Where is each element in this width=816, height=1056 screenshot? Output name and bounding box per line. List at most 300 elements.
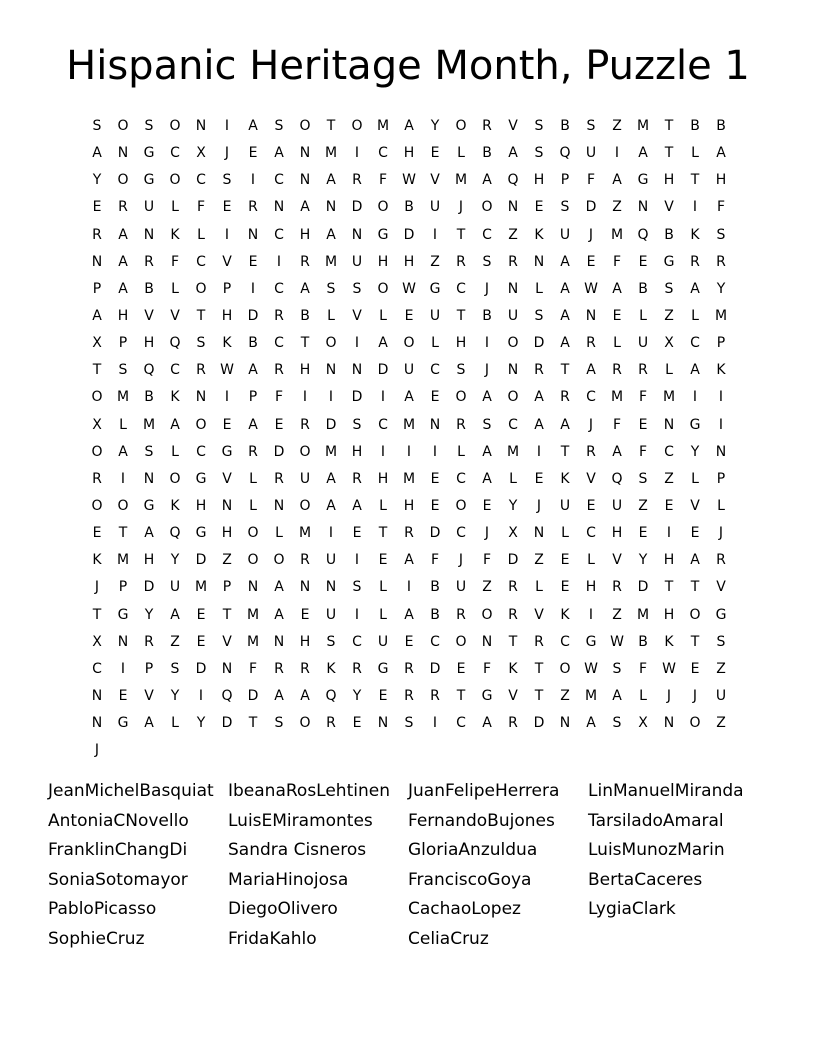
grid-letter: A	[404, 552, 414, 569]
grid-letter: I	[328, 389, 334, 406]
word-list-item: PabloPicasso	[48, 899, 157, 920]
grid-letter: Y	[508, 497, 518, 514]
grid-letter: N	[351, 362, 363, 379]
grid-letter: S	[404, 715, 414, 732]
grid-letter: U	[429, 199, 441, 216]
grid-letter: P	[144, 660, 154, 677]
grid-letter: G	[689, 416, 701, 433]
grid-letter: F	[586, 172, 596, 189]
grid-letter: N	[377, 715, 389, 732]
grid-letter: N	[663, 715, 675, 732]
grid-letter: E	[92, 199, 102, 216]
grid-letter: N	[299, 579, 311, 596]
grid-letter: I	[692, 199, 698, 216]
grid-letter: B	[482, 145, 492, 162]
grid-letter: H	[403, 497, 415, 514]
grid-letter: I	[302, 389, 308, 406]
grid-letter: E	[430, 470, 440, 487]
grid-letter: C	[378, 416, 388, 433]
grid-letter: T	[92, 362, 102, 379]
grid-letter: I	[432, 226, 438, 243]
grid-letter: F	[170, 253, 180, 270]
grid-letter: T	[196, 307, 206, 324]
grid-letter: E	[404, 633, 414, 650]
word-list-item: JeanMichelBasquiat	[48, 781, 214, 801]
grid-letter: H	[663, 172, 675, 189]
grid-letter: M	[116, 389, 130, 406]
grid-letter: L	[717, 497, 725, 514]
grid-letter: W	[610, 633, 624, 650]
grid-letter: A	[248, 416, 258, 433]
grid-letter: E	[430, 389, 440, 406]
grid-letter: L	[561, 525, 569, 542]
grid-letter: R	[404, 525, 414, 542]
grid-letter: O	[351, 118, 363, 134]
grid-letter: A	[612, 280, 622, 297]
grid-letter: I	[406, 579, 412, 596]
grid-letter: O	[169, 172, 181, 189]
grid-letter: U	[507, 307, 519, 324]
grid-letter: J	[458, 199, 464, 216]
grid-letter: K	[222, 335, 232, 352]
grid-letter: N	[273, 633, 285, 650]
grid-letter: L	[691, 307, 699, 324]
grid-letter: E	[586, 497, 596, 514]
grid-letter: B	[144, 280, 154, 297]
grid-letter: A	[326, 172, 336, 189]
grid-letter: O	[689, 606, 701, 623]
grid-letter: M	[636, 606, 650, 623]
grid-letter: B	[430, 579, 440, 596]
grid-letter: L	[171, 715, 179, 732]
grid-letter: T	[326, 118, 336, 134]
grid-letter: M	[584, 687, 598, 704]
grid-letter: H	[143, 552, 155, 569]
grid-letter: M	[714, 307, 728, 324]
grid-letter: A	[482, 443, 492, 460]
grid-letter: O	[91, 389, 103, 406]
grid-letter: D	[273, 443, 285, 460]
grid-letter: R	[300, 253, 310, 270]
grid-letter: N	[325, 362, 337, 379]
grid-letter: M	[324, 443, 338, 460]
grid-letter: H	[403, 253, 415, 270]
grid-letter: N	[637, 199, 649, 216]
grid-letter: I	[380, 389, 386, 406]
grid-letter: E	[638, 416, 648, 433]
grid-letter: F	[638, 660, 648, 677]
grid-letter: E	[690, 660, 700, 677]
grid-letter: K	[170, 226, 180, 243]
grid-letter: W	[662, 660, 676, 677]
grid-letter: S	[196, 335, 206, 352]
grid-letter: Y	[430, 118, 440, 134]
grid-letter: N	[351, 226, 363, 243]
grid-letter: N	[507, 280, 519, 297]
grid-letter: H	[351, 443, 363, 460]
grid-letter: F	[248, 660, 258, 677]
grid-letter: H	[403, 145, 415, 162]
grid-letter: E	[222, 416, 232, 433]
grid-letter: I	[250, 280, 256, 297]
grid-letter: O	[117, 172, 129, 189]
grid-letter: R	[274, 362, 284, 379]
grid-letter: U	[377, 633, 389, 650]
grid-letter: B	[248, 335, 258, 352]
grid-letter: H	[663, 606, 675, 623]
grid-letter: A	[612, 172, 622, 189]
grid-letter: M	[454, 172, 468, 189]
grid-letter: G	[663, 253, 675, 270]
grid-letter: O	[455, 118, 467, 134]
grid-letter: A	[690, 552, 700, 569]
grid-letter: O	[247, 525, 259, 542]
grid-letter: L	[535, 280, 543, 297]
grid-letter: A	[274, 579, 284, 596]
grid-letter: S	[482, 416, 492, 433]
grid-letter: C	[456, 470, 466, 487]
grid-letter: I	[666, 525, 672, 542]
grid-letter: J	[718, 525, 724, 542]
grid-letter: K	[170, 497, 180, 514]
grid-letter: K	[716, 362, 726, 379]
grid-letter: E	[378, 552, 388, 569]
grid-letter: C	[508, 416, 518, 433]
grid-letter: R	[716, 253, 726, 270]
grid-letter: C	[170, 145, 180, 162]
grid-letter: R	[690, 253, 700, 270]
grid-letter: N	[507, 362, 519, 379]
grid-letter: F	[638, 389, 648, 406]
grid-letter: C	[92, 660, 102, 677]
grid-letter: X	[92, 335, 102, 352]
grid-letter: L	[171, 199, 179, 216]
grid-letter: V	[144, 687, 154, 704]
grid-letter: A	[118, 280, 128, 297]
grid-letter: I	[354, 552, 360, 569]
grid-letter: L	[119, 416, 127, 433]
grid-letter: T	[534, 687, 544, 704]
grid-letter: N	[247, 579, 259, 596]
grid-letter: F	[612, 253, 622, 270]
grid-letter: I	[536, 443, 542, 460]
grid-letter: Y	[144, 606, 154, 623]
grid-letter: A	[274, 606, 284, 623]
grid-letter: Q	[559, 145, 571, 162]
grid-letter: O	[169, 118, 181, 134]
grid-letter: L	[613, 335, 621, 352]
grid-letter: Z	[612, 118, 622, 134]
grid-letter: R	[534, 633, 544, 650]
grid-letter: W	[402, 172, 416, 189]
grid-letter: R	[586, 335, 596, 352]
grid-letter: E	[196, 633, 206, 650]
grid-letter: N	[91, 687, 103, 704]
grid-letter: E	[560, 579, 570, 596]
grid-letter: J	[666, 687, 672, 704]
grid-letter: O	[455, 389, 467, 406]
grid-letter: M	[116, 552, 130, 569]
grid-letter: P	[716, 470, 726, 487]
grid-letter: I	[354, 606, 360, 623]
grid-letter: C	[482, 226, 492, 243]
grid-letter: P	[92, 280, 102, 297]
grid-letter: Z	[716, 660, 726, 677]
grid-letter: E	[638, 525, 648, 542]
grid-letter: C	[586, 389, 596, 406]
grid-letter: J	[536, 497, 542, 514]
grid-letter: G	[377, 660, 389, 677]
grid-letter: R	[638, 362, 648, 379]
grid-letter: G	[221, 443, 233, 460]
grid-letter: C	[456, 715, 466, 732]
grid-letter: M	[324, 253, 338, 270]
word-list-item: TarsiladoAmaral	[588, 810, 724, 831]
grid-letter: B	[560, 118, 570, 134]
grid-letter: R	[586, 443, 596, 460]
grid-letter: L	[379, 497, 387, 514]
grid-letter: U	[559, 226, 571, 243]
grid-letter: C	[274, 280, 284, 297]
grid-letter: B	[144, 389, 154, 406]
grid-letter: Q	[169, 525, 181, 542]
grid-letter: N	[273, 199, 285, 216]
grid-letter: X	[638, 715, 648, 732]
grid-letter: S	[534, 307, 544, 324]
grid-letter: T	[508, 633, 518, 650]
grid-letter: M	[142, 416, 156, 433]
grid-letter: A	[118, 253, 128, 270]
grid-letter: N	[195, 389, 207, 406]
grid-letter: G	[117, 606, 129, 623]
grid-letter: Z	[612, 606, 622, 623]
grid-letter: Q	[507, 172, 519, 189]
grid-letter: Q	[169, 335, 181, 352]
grid-letter: O	[455, 633, 467, 650]
word-list-item: JuanFelipeHerrera	[408, 781, 560, 801]
grid-letter: O	[377, 199, 389, 216]
grid-letter: E	[482, 497, 492, 514]
grid-letter: A	[170, 416, 180, 433]
grid-letter: A	[638, 145, 648, 162]
grid-letter: E	[612, 307, 622, 324]
grid-letter: A	[326, 226, 336, 243]
grid-letter: C	[378, 145, 388, 162]
grid-letter: H	[221, 525, 233, 542]
grid-letter: J	[458, 552, 464, 569]
grid-letter: U	[325, 606, 337, 623]
grid-letter: X	[92, 416, 102, 433]
grid-letter: S	[144, 443, 154, 460]
word-list-item: GloriaAnzuldua	[408, 840, 538, 861]
grid-letter: K	[560, 606, 570, 623]
grid-letter: L	[197, 226, 205, 243]
grid-letter: L	[457, 443, 465, 460]
grid-letter: N	[143, 470, 155, 487]
grid-letter: N	[117, 633, 129, 650]
grid-letter: L	[275, 525, 283, 542]
grid-letter: S	[560, 199, 570, 216]
grid-letter: A	[274, 687, 284, 704]
grid-letter: N	[663, 416, 675, 433]
grid-letter: C	[274, 172, 284, 189]
word-list-item: MariaHinojosa	[228, 869, 349, 890]
grid-letter: Q	[637, 226, 649, 243]
grid-letter: Z	[222, 552, 232, 569]
grid-letter: R	[456, 606, 466, 623]
grid-letter: O	[117, 118, 129, 134]
grid-letter: C	[352, 633, 362, 650]
grid-letter: O	[273, 552, 285, 569]
grid-letter: D	[533, 335, 545, 352]
grid-letter: P	[248, 389, 258, 406]
grid-letter: R	[300, 416, 310, 433]
grid-letter: N	[195, 118, 207, 134]
grid-letter: V	[664, 199, 674, 216]
word-list-item: IbeanaRosLehtinen	[228, 781, 390, 801]
grid-letter: I	[614, 145, 620, 162]
grid-letter: A	[560, 280, 570, 297]
grid-letter: K	[326, 660, 336, 677]
grid-letter: O	[481, 199, 493, 216]
grid-letter: L	[509, 470, 517, 487]
grid-letter: G	[715, 606, 727, 623]
grid-letter: R	[482, 118, 492, 134]
grid-letter: R	[508, 606, 518, 623]
word-list-item: Sandra Cisneros	[228, 840, 367, 861]
grid-letter: B	[638, 633, 648, 650]
grid-letter: V	[222, 253, 232, 270]
grid-letter: R	[144, 253, 154, 270]
grid-letter: T	[560, 362, 570, 379]
grid-letter: C	[274, 226, 284, 243]
grid-letter: R	[300, 660, 310, 677]
grid-letter: D	[195, 660, 207, 677]
grid-letter: D	[429, 660, 441, 677]
grid-letter: G	[195, 470, 207, 487]
grid-letter: B	[482, 307, 492, 324]
grid-letter: O	[403, 335, 415, 352]
grid-letter: F	[482, 660, 492, 677]
grid-letter: M	[402, 416, 416, 433]
grid-letter: R	[508, 579, 518, 596]
grid-letter: I	[692, 389, 698, 406]
grid-letter: X	[196, 145, 206, 162]
grid-letter: P	[222, 579, 232, 596]
grid-letter: N	[221, 660, 233, 677]
grid-letter: S	[534, 118, 544, 134]
grid-letter: A	[716, 145, 726, 162]
grid-letter: Y	[638, 552, 648, 569]
grid-letter: E	[92, 525, 102, 542]
word-list-item: FridaKahlo	[228, 928, 317, 949]
grid-letter: C	[196, 253, 206, 270]
grid-letter: Y	[92, 172, 102, 189]
grid-letter: P	[118, 579, 128, 596]
grid-letter: Q	[611, 470, 623, 487]
grid-letter: T	[664, 118, 674, 134]
grid-letter: H	[299, 633, 311, 650]
grid-letter: H	[117, 307, 129, 324]
grid-letter: F	[196, 199, 206, 216]
grid-letter: J	[484, 362, 490, 379]
grid-letter: A	[248, 118, 258, 134]
word-list-item: SophieCruz	[48, 928, 145, 949]
grid-letter: T	[690, 172, 700, 189]
word-list-item: LinManuelMiranda	[588, 781, 744, 801]
grid-letter: G	[117, 715, 129, 732]
grid-letter: R	[612, 362, 622, 379]
grid-letter: K	[534, 226, 544, 243]
grid-letter: S	[586, 118, 596, 134]
grid-letter: D	[351, 389, 363, 406]
grid-letter: H	[377, 470, 389, 487]
grid-letter: O	[195, 416, 207, 433]
grid-letter: S	[274, 715, 284, 732]
grid-letter: L	[691, 145, 699, 162]
grid-letter: M	[610, 389, 624, 406]
grid-letter: E	[196, 606, 206, 623]
grid-letter: N	[221, 497, 233, 514]
grid-letter: A	[248, 362, 258, 379]
grid-letter: J	[94, 579, 100, 596]
grid-letter: R	[248, 199, 258, 216]
grid-letter: T	[456, 226, 466, 243]
grid-letter: I	[588, 606, 594, 623]
grid-letter: O	[507, 389, 519, 406]
grid-letter: V	[586, 470, 596, 487]
grid-letter: E	[534, 470, 544, 487]
grid-letter: H	[533, 172, 545, 189]
grid-letter: N	[429, 416, 441, 433]
grid-letter: K	[690, 226, 700, 243]
grid-letter: A	[560, 307, 570, 324]
grid-letter: R	[456, 253, 466, 270]
grid-letter: W	[402, 280, 416, 297]
grid-letter: L	[249, 470, 257, 487]
grid-letter: U	[143, 199, 155, 216]
grid-letter: R	[430, 687, 440, 704]
grid-letter: X	[664, 335, 674, 352]
grid-letter: Q	[325, 687, 337, 704]
grid-letter: A	[482, 172, 492, 189]
grid-letter: C	[196, 443, 206, 460]
grid-letter: W	[584, 280, 598, 297]
grid-letter: V	[508, 118, 518, 134]
grid-letter: W	[584, 660, 598, 677]
word-list-item: LuisMunozMarin	[588, 840, 725, 861]
grid-letter: R	[274, 660, 284, 677]
grid-letter: V	[690, 497, 700, 514]
grid-letter: E	[560, 552, 570, 569]
grid-letter: H	[221, 307, 233, 324]
grid-letter: G	[429, 280, 441, 297]
grid-letter: H	[715, 172, 727, 189]
grid-letter: A	[586, 715, 596, 732]
grid-letter: A	[560, 416, 570, 433]
grid-letter: L	[639, 687, 647, 704]
grid-letter: I	[380, 443, 386, 460]
grid-letter: U	[637, 335, 649, 352]
grid-letter: E	[248, 145, 258, 162]
grid-letter: S	[352, 579, 362, 596]
grid-letter: C	[456, 525, 466, 542]
grid-letter: I	[224, 389, 230, 406]
grid-letter: Z	[612, 199, 622, 216]
grid-letter: S	[716, 633, 726, 650]
grid-letter: S	[326, 280, 336, 297]
grid-letter: N	[585, 307, 597, 324]
